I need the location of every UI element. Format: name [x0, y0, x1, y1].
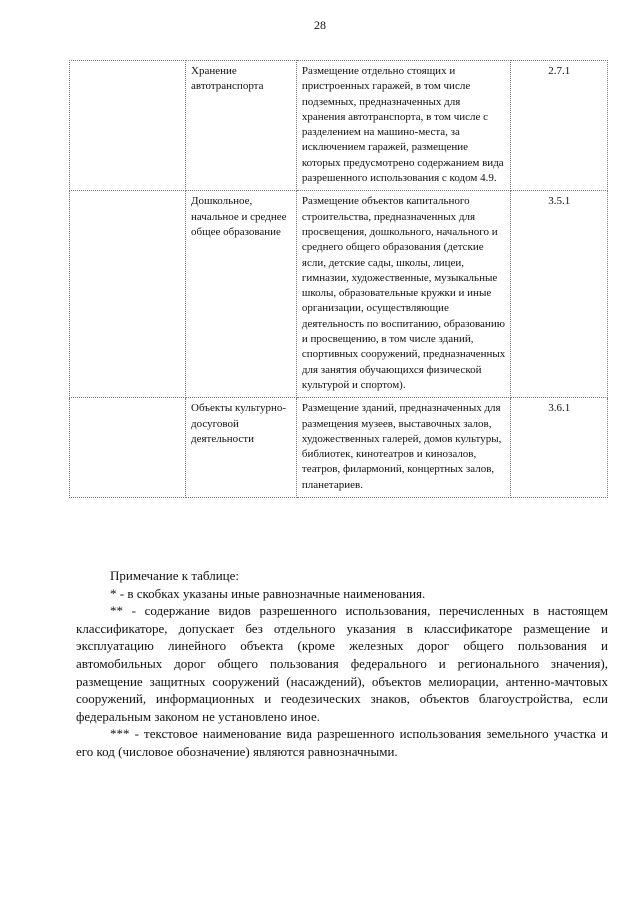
use-code-cell: 3.6.1 — [511, 398, 608, 498]
use-code-cell: 2.7.1 — [511, 61, 608, 191]
table-notes — [76, 567, 608, 761]
empty-cell — [70, 398, 186, 498]
notes-heading: Примечание к таблице: — [110, 568, 240, 583]
use-name-cell: Дошкольное, начальное и среднее общее образование — [186, 191, 297, 398]
empty-cell — [70, 61, 186, 191]
table-row — [70, 61, 608, 191]
use-name-cell: Хранение автотранспорта — [186, 61, 297, 191]
use-description-cell: Размещение отдельно стоящих и пристроенных гаражей, в том числе подземных, предназначенных для хранения автотранспорта, в том числе с разделением на машино-места, за исключением гаражей, размещение которых предусмотрено содержанием вида разрешенного использования с кодом 4.9. — [296, 61, 511, 191]
land-use-table — [69, 60, 608, 498]
note-item: * - в скобках указаны иные равнозначные наименования. — [110, 585, 426, 601]
use-code-cell: 3.5.1 — [511, 191, 608, 398]
page-number: 28 — [314, 18, 326, 32]
table-row — [70, 398, 608, 498]
note-item: ** - содержание видов разрешенного использования, перечисленных в настоящем классификаторе, допускает без отдельного указания в классификаторе размещение и эксплуатацию линейного объекта (кроме железных дорог общего пользования и автомобильных дорог общего пользования федерального и регионального значения), размещение защитных сооружений (насаждений), объектов мелиорации, антенно-мачтовых сооружений, информационных и геодезических знаков, объектов благоустройства, если федеральным законом не установлено иное. — [76, 603, 608, 724]
use-description-cell: Размещение зданий, предназначенных для размещения музеев, выставочных залов, художественных галерей, домов культуры, библиотек, кинотеатров и кинозалов, театров, филармоний, концертных залов, планетариев. — [296, 398, 511, 498]
note-item: *** - текстовое наименование вида разрешенного использования земельного участка и его код (числовое обозначение) являются равнозначными. — [76, 726, 608, 759]
empty-cell — [70, 191, 186, 398]
use-description-cell: Размещение объектов капитального строительства, предназначенных для просвещения, дошкольного, начального и среднего общего образования (детские ясли, детские сады, школы, лицеи, гимназии, художественные, музыкальные школы, образовательные кружки и иные организации, осуществляющие деятельность по воспитанию, образованию и просвещению, в том числе зданий, спортивных сооружений, предназначенных для занятия обучающихся физической культурой и спортом). — [296, 191, 511, 398]
table-row — [70, 191, 608, 398]
use-name-cell: Объекты культурно-досуговой деятельности — [186, 398, 297, 498]
